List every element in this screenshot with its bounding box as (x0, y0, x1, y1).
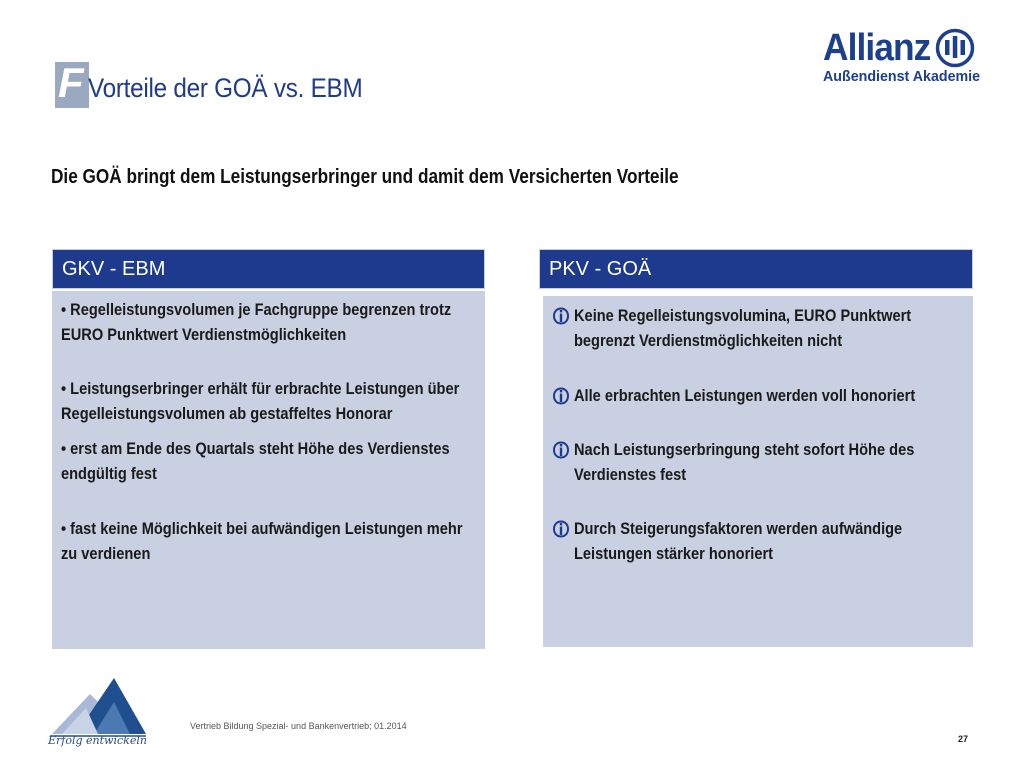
brand-logo-subtitle: Außendienst Akademie (823, 68, 981, 85)
info-bullet-icon (553, 441, 569, 459)
right-item-text: Alle erbrachten Leistungen werden voll honoriert (574, 386, 916, 405)
right-item-text: Durch Steigerungsfaktoren werden aufwändige Leistungen stärker honoriert (574, 519, 903, 563)
left-list-item (61, 516, 481, 566)
page-title: Vorteile der GOÄ vs. EBM (88, 73, 363, 103)
slide-subtitle: Die GOÄ bringt dem Leistungserbringer und damit dem Versicherten Vorteile (51, 166, 679, 188)
footer-tagline: Erfolg entwickeln (48, 734, 147, 747)
page-number: 27 (958, 734, 969, 744)
brand-logo-text: Allianz (823, 27, 931, 69)
title-initial: F (58, 59, 84, 106)
right-item-text: Nach Leistungserbringung steht sofort Höhe des Verdienstes fest (574, 440, 915, 484)
left-item-text: • Leistungserbringer erhält für erbrachte Leistungen über Regelleistungsvolumen ab gestaffeltes Honorar (61, 379, 460, 423)
info-bullet-icon (553, 307, 569, 325)
right-item-text: Keine Regelleistungsvolumina, EURO Punktwert begrenzt Verdienstmöglichkeiten nicht (574, 306, 912, 350)
left-list-item (61, 376, 481, 426)
left-item-text: • fast keine Möglichkeit bei aufwändigen Leistungen mehr zu verdienen (61, 519, 463, 563)
left-item-text: • Regelleistungsvolumen je Fachgruppe begrenzen trotz EURO Punktwert Verdienstmöglichkeiten (61, 300, 452, 344)
info-bullet-icon (553, 520, 569, 538)
left-item-text: • erst am Ende des Quartals steht Höhe des Verdienstes endgültig fest (61, 439, 450, 483)
footer-text: Vertrieb Bildung Spezial- und Bankenvertrieb; 01.2014 (190, 721, 407, 731)
info-bullet-icon (553, 387, 569, 405)
allianz-eagle-icon (935, 28, 975, 68)
left-list-item (61, 297, 481, 347)
left-list-item (61, 436, 481, 486)
right-panel-heading: PKV - GOÄ (539, 249, 973, 289)
left-panel-heading: GKV - EBM (52, 249, 485, 289)
